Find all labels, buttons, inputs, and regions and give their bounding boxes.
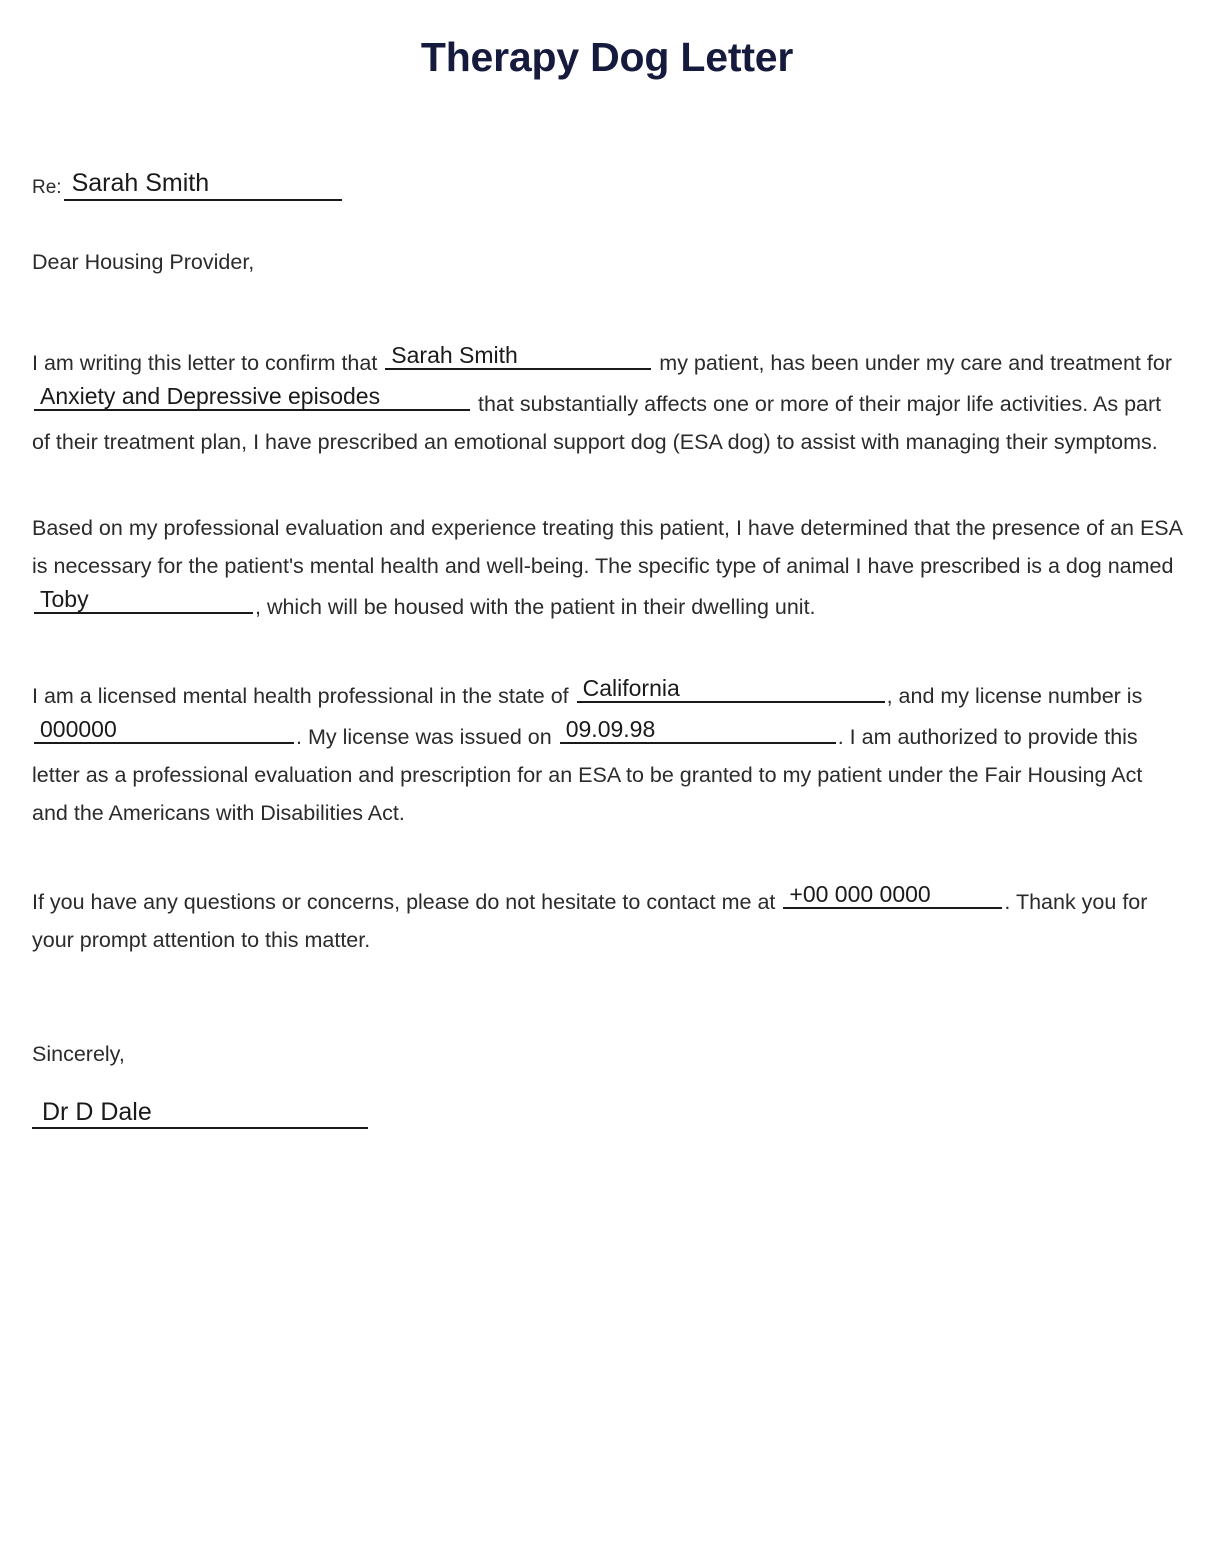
paragraph-four-segment-2: . Thank you for your prompt attention to this matter. — [32, 890, 1148, 953]
re-label: Re: — [32, 177, 62, 199]
patient-name-value: Sarah Smith — [391, 342, 518, 369]
paragraph-three-segment-1: I am a licensed mental health professional in the state of — [32, 684, 569, 709]
paragraph-one — [32, 341, 1182, 461]
issue-date-field[interactable] — [560, 715, 836, 744]
paragraph-one-segment-1: I am writing this letter to confirm that — [32, 351, 378, 376]
signature-name-value: Dr D Dale — [42, 1098, 152, 1127]
condition-field[interactable] — [34, 382, 470, 411]
paragraph-three-segment-3: . My license was issued on — [296, 725, 552, 750]
paragraph-three-segment-4: . I am authorized to provide this letter as a professional evaluation and prescription for an ESA to be granted to my patient under the Fair Housing Act and the Americans with Disabilities Act. — [32, 725, 1143, 826]
paragraph-one-segment-3: that substantially affects one or more of their major life activities. As part of their treatment plan, I have prescribed an emotional support dog (ESA dog) to assist with managing their symptoms. — [32, 392, 1162, 455]
paragraph-one-segment-2: my patient, has been under my care and treatment for — [659, 351, 1172, 376]
re-name-value: Sarah Smith — [71, 169, 210, 198]
dog-name-field[interactable] — [34, 585, 253, 614]
letter-body — [32, 169, 1182, 1129]
paragraph-three-segment-2: , and my license number is — [886, 684, 1143, 709]
license-number-field[interactable] — [34, 715, 294, 744]
phone-value: +00 000 0000 — [789, 881, 931, 908]
license-number-value: 000000 — [40, 716, 117, 743]
patient-name-field[interactable] — [385, 341, 651, 370]
paragraph-two-segment-2: , which will be housed with the patient in their dwelling unit. — [255, 595, 816, 620]
paragraph-three — [32, 674, 1182, 832]
page-title: Therapy Dog Letter — [420, 34, 794, 80]
re-line — [32, 169, 1182, 201]
state-field[interactable] — [577, 674, 885, 703]
state-value: California — [582, 675, 680, 702]
closing-block — [32, 1035, 1182, 1129]
condition-value: Anxiety and Depressive episodes — [40, 383, 381, 410]
phone-field[interactable] — [783, 880, 1002, 909]
dog-name-value: Toby — [40, 586, 89, 613]
paragraph-four — [32, 880, 1182, 959]
signature-field[interactable] — [32, 1087, 368, 1129]
paragraph-two-segment-1: Based on my professional evaluation and experience treating this patient, I have determined that the presence of an ESA is necessary for the patient's mental health and well-being. The specific type of animal I have prescribed is a dog named — [32, 516, 1182, 579]
sincerely-label: Sincerely, — [32, 1042, 125, 1067]
salutation: Dear Housing Provider, — [32, 250, 255, 275]
paragraph-four-segment-1: If you have any questions or concerns, please do not hesitate to contact me at — [32, 890, 776, 915]
paragraph-two — [32, 509, 1182, 626]
issue-date-value: 09.09.98 — [565, 716, 656, 743]
re-name-field[interactable] — [64, 169, 342, 201]
